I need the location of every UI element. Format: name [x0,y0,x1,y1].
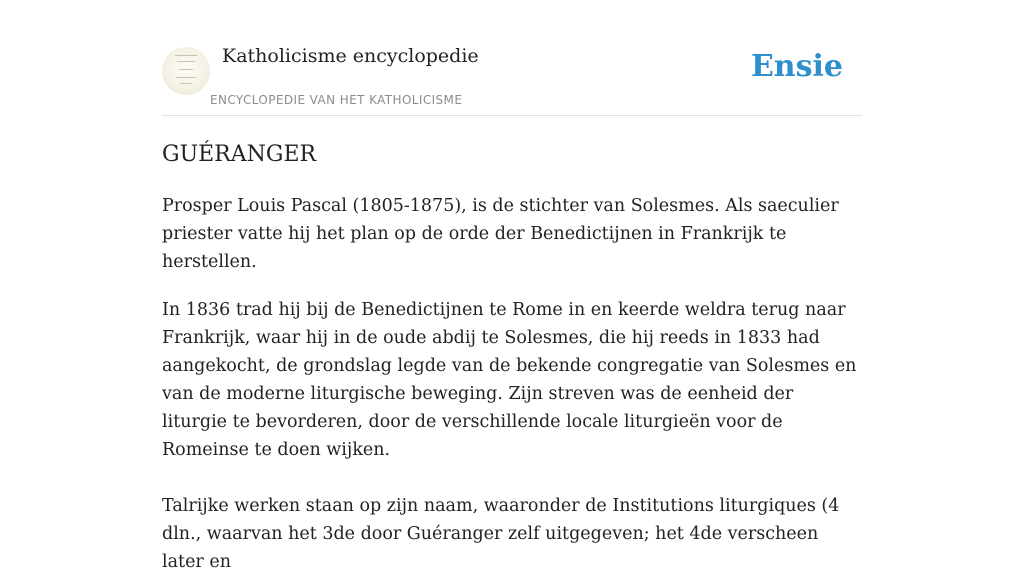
cover-line [176,77,196,78]
cover-line [177,61,195,62]
site-subtitle: ENCYCLOPEDIE VAN HET KATHOLICISME [210,93,463,107]
cover-line [179,69,193,70]
article-paragraph: Prosper Louis Pascal (1805-1875), is de stichter van Solesmes. Als saeculier priester vatte hij het plan op de orde der Benedictijnen in Frankrijk te herstellen. [162,196,839,272]
site-header [162,40,862,116]
article-paragraph: In 1836 trad hij bij de Benedictijnen te Rome in en keerde weldra terug naar Frankrijk, waar hij in de oude abdij te Solesmes, die hij reeds in 1833 had aangekocht, de grondslag legde van de bekende congregatie van Solesmes en van de moderne liturgische beweging. Zijn streven was de eenheid der liturgie te bevorderen, door de verschillende locale liturgieën voor de Romeinse te doen wijken. [162,300,857,460]
ensie-brand-logo[interactable]: Ensie [750,49,843,84]
entry-title: GUÉRANGER [162,142,317,167]
site-title-link[interactable]: Katholicisme encyclopedie [222,45,479,67]
cover-line [180,83,192,84]
cover-line [175,55,197,56]
book-cover-thumbnail-icon[interactable] [162,47,210,95]
article-content [162,140,862,576]
article-paragraph: Talrijke werken staan op zijn naam, waaronder de Institutions liturgiques (4 dln., waarvan het 3de door Guéranger zelf uitgegeven; het 4de verscheen later en [162,496,840,572]
